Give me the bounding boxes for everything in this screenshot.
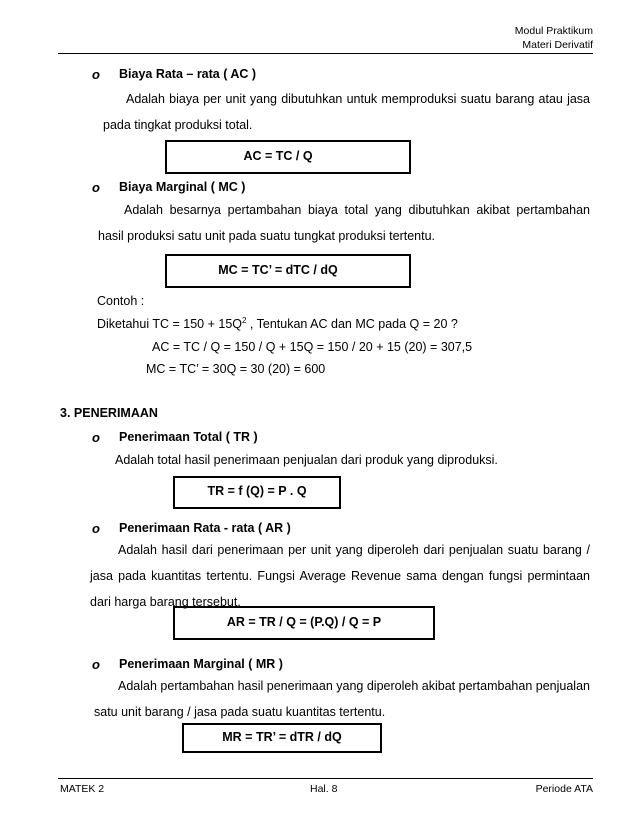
example-label: Contoh : bbox=[97, 294, 145, 308]
header-divider bbox=[58, 53, 593, 54]
ar-description: Adalah hasil dari penerimaan per unit yang diperoleh dari penjualan suatu barang / jasa pada kuantitas tertentu. Fungsi Average Revenue sama dengan fungsi permintaan dari harga barang tersebut. bbox=[90, 543, 590, 609]
mr-title: Penerimaan Marginal ( MR ) bbox=[119, 657, 283, 671]
example-ac-solution: AC = TC / Q = 150 / Q + 15Q = 150 / 20 + 15 (20) = 307,5 bbox=[152, 340, 473, 354]
footer-divider bbox=[58, 778, 593, 779]
bullet-icon: o bbox=[92, 657, 100, 672]
ar-title: Penerimaan Rata - rata ( AR ) bbox=[119, 521, 291, 535]
header-subtitle: Materi Derivatif bbox=[522, 39, 593, 51]
bullet-icon: o bbox=[92, 521, 100, 536]
mc-formula-box: MC = TC’ = dTC / dQ bbox=[165, 254, 411, 288]
header-module-title: Modul Praktikum bbox=[514, 25, 593, 37]
tr-title: Penerimaan Total ( TR ) bbox=[119, 430, 258, 444]
footer-course: MATEK 2 bbox=[60, 783, 105, 795]
ar-formula-box: AR = TR / Q = (P.Q) / Q = P bbox=[173, 606, 435, 640]
footer-period: Periode ATA bbox=[535, 783, 593, 795]
tr-formula-box: TR = f (Q) = P . Q bbox=[173, 476, 341, 509]
mc-description: Adalah besarnya pertambahan biaya total yang dibutuhkan akibat pertambahan hasil produksi satu unit pada suatu tungkat produksi tertentu. bbox=[98, 203, 590, 243]
mr-description: Adalah pertambahan hasil penerimaan yang diperoleh akibat pertambahan penjualan satu unit barang / jasa pada suatu kuantitas tertentu. bbox=[94, 679, 590, 719]
bullet-icon: o bbox=[92, 430, 100, 445]
example-mc-solution: MC = TC’ = 30Q = 30 (20) = 600 bbox=[146, 362, 326, 376]
section-heading: 3. PENERIMAAN bbox=[60, 406, 158, 420]
ac-formula-box: AC = TC / Q bbox=[165, 140, 411, 174]
bullet-icon: o bbox=[92, 67, 100, 82]
header bbox=[515, 24, 593, 52]
bullet-icon: o bbox=[92, 180, 100, 195]
tr-description: Adalah total hasil penerimaan penjualan dari produk yang diproduksi. bbox=[115, 453, 498, 467]
example-problem: Diketahui TC = $150 + 15Q^2$ , Tentukan AC dan MC pada Q = 20 ? bbox=[97, 316, 458, 332]
mr-formula-box: MR = TR’ = dTR / dQ bbox=[182, 723, 382, 753]
ac-title: Biaya Rata – rata ( AC ) bbox=[119, 67, 257, 81]
footer-page-number: Hal. 8 bbox=[310, 783, 338, 795]
mc-title: Biaya Marginal ( MC ) bbox=[119, 180, 246, 194]
ac-description: Adalah biaya per unit yang dibutuhkan untuk memproduksi suatu barang atau jasa pada tingkat produksi total. bbox=[103, 92, 590, 132]
